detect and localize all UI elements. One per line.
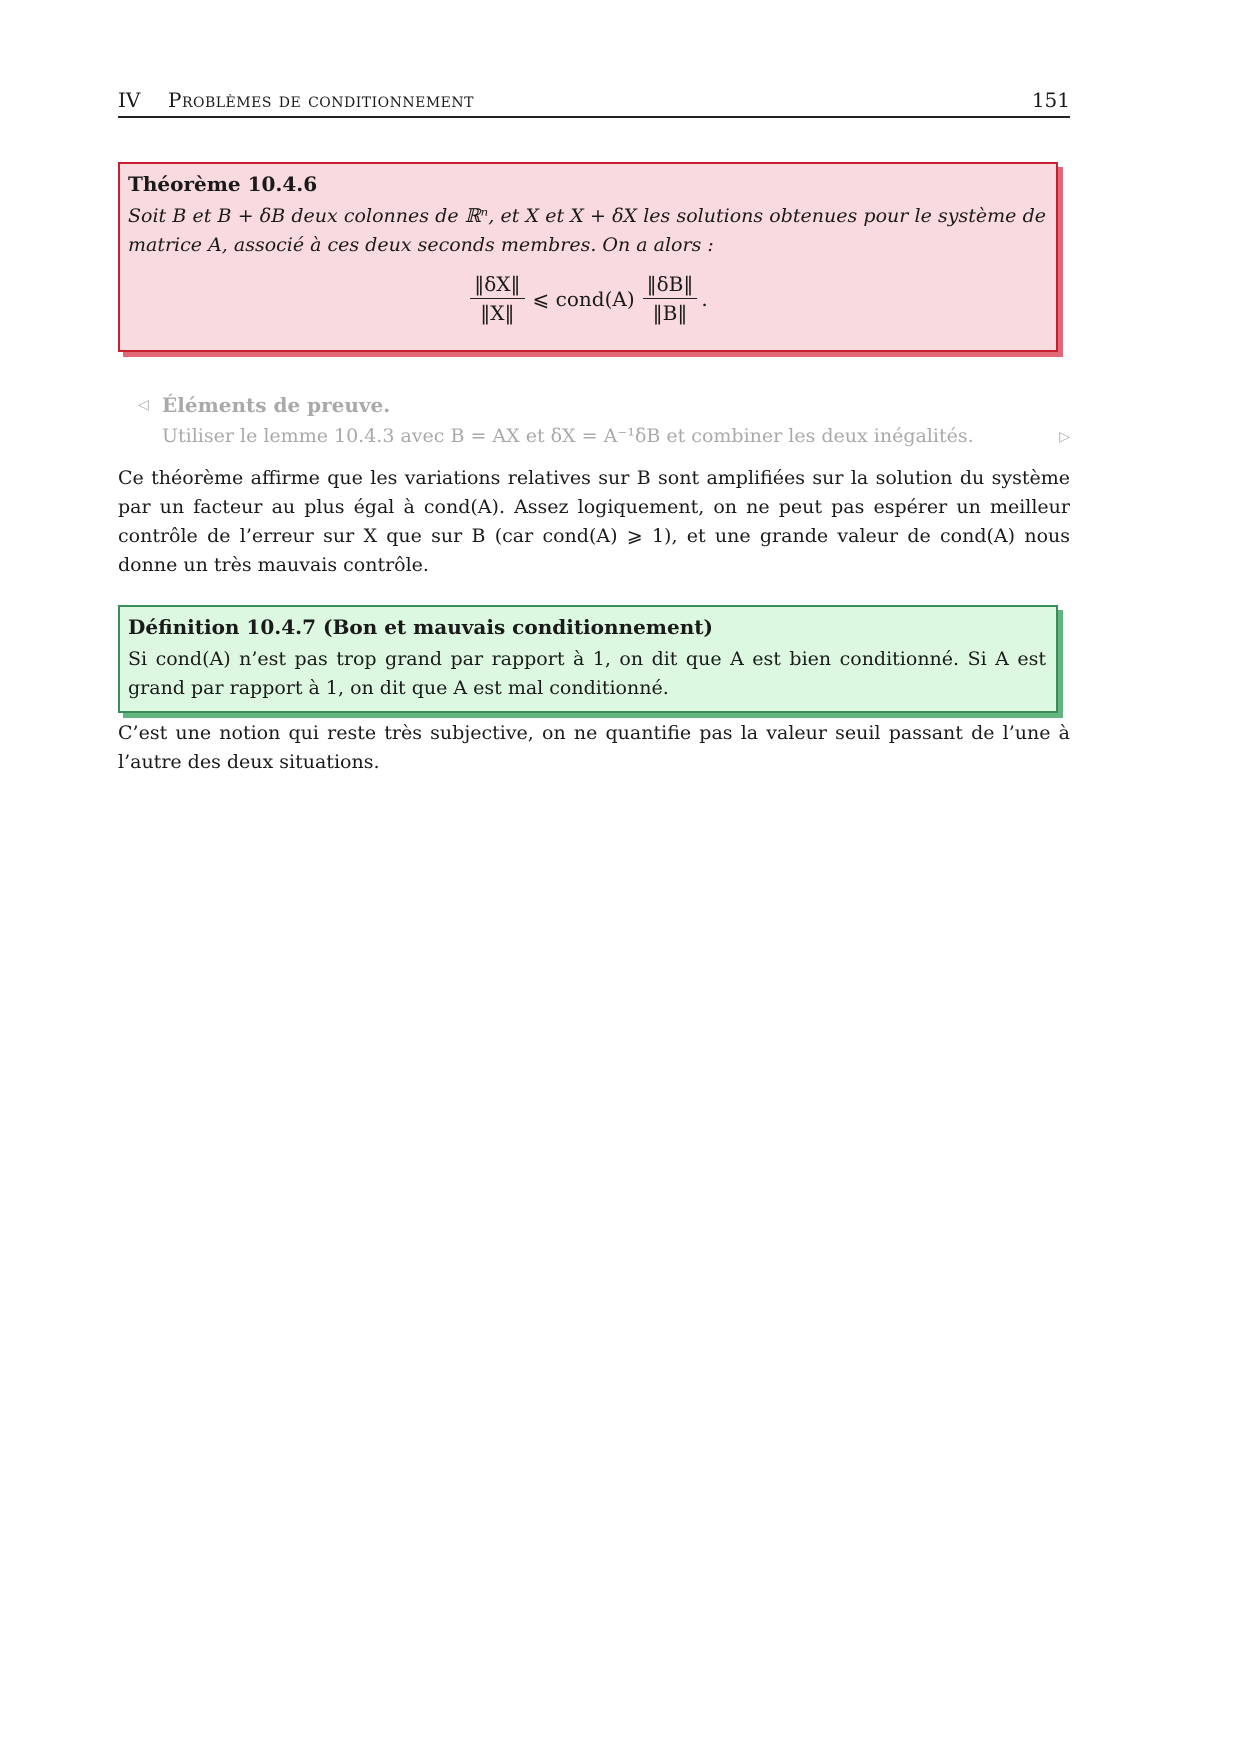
theorem-title: Théorème 10.4.6 — [128, 172, 318, 196]
formula-relation: ⩽ cond(A) — [532, 286, 635, 311]
body-paragraph-2: C’est une notion qui reste très subjective, on ne quantifie pas la valeur seuil passant de l’une à l’autre des deux situations. — [118, 722, 1070, 773]
proof-title: Éléments de preuve. — [162, 393, 391, 417]
definition-text: Si cond(A) n’est pas trop grand par rapport à 1, on dit que A est bien conditionné. Si A est grand par rapport à 1, on dit que A est mal conditionné. — [128, 648, 1046, 699]
theorem-box — [118, 162, 1058, 352]
lhs-numerator: ‖δX‖ — [470, 272, 524, 299]
lhs-denominator: ‖X‖ — [480, 301, 515, 325]
formula-period: . — [701, 286, 708, 311]
rhs-denominator: ‖B‖ — [652, 301, 688, 325]
rhs-fraction — [643, 272, 698, 325]
chapter-number: IV — [118, 88, 141, 112]
rhs-numerator: ‖δB‖ — [643, 272, 698, 299]
proof-start-marker-icon: ◁ — [138, 397, 149, 413]
running-header — [118, 86, 1070, 118]
page-number: 151 — [1031, 88, 1070, 112]
body-paragraph-1: Ce théorème affirme que les variations relatives sur B sont amplifiées sur la solution du système par un facteur au plus égal à cond(A). Assez logiquement, on ne peut pas espérer un meilleur contrôle de l’erreur sur X que sur B (car cond(A) ⩾ 1), et une grande valeur de cond(A) nous donne un très mauvais contrôle. — [118, 467, 1070, 576]
theorem-text: Soit B et B + δB deux colonnes de ℝⁿ, et X et X + δX les solutions obtenues pour le système de matrice A, associé à ces deux seconds membres. On a alors : — [128, 205, 1046, 256]
chapter-title: Problèmes de conditionnement — [168, 88, 474, 112]
proof-text: Utiliser le lemme 10.4.3 avec B = AX et δX = A⁻¹δB et combiner les deux inégalités. — [162, 425, 974, 447]
lhs-fraction — [470, 272, 524, 325]
proof-end-marker-icon: ▷ — [1059, 429, 1070, 445]
theorem-formula — [128, 272, 1046, 325]
definition-title: Définition 10.4.7 (Bon et mauvais conditionnement) — [128, 615, 713, 639]
definition-box — [118, 605, 1058, 713]
